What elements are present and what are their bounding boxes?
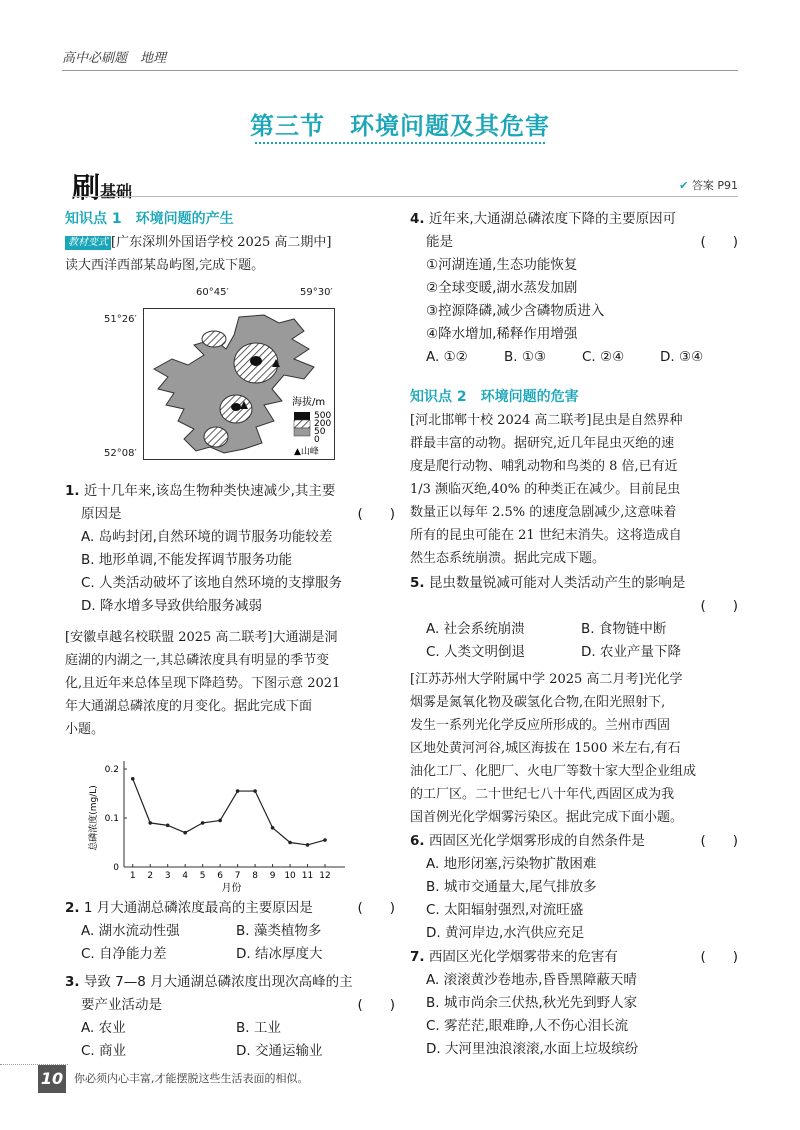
source-4-line: 国首例光化学烟雾污染区。据此完成下面小题。 bbox=[410, 810, 684, 825]
q1-stem-2: 原因是 bbox=[81, 506, 122, 522]
q4-statement-3: ③控源降磷,减少含磷物质进入 bbox=[426, 303, 605, 319]
q4-option-d: D. ③④ bbox=[660, 349, 704, 365]
highland-4 bbox=[204, 427, 228, 447]
source-3-line: 度是爬行动物、哺乳动物和鸟类的 8 倍,已有近 bbox=[410, 459, 678, 474]
q4-option-c: C. ②④ bbox=[582, 349, 625, 365]
q7-option-b: B. 城市尚余三伏热,秋光先到野人家 bbox=[426, 995, 638, 1011]
footer-motto: 你必须内心丰富,才能摆脱这些生活表面的相似。 bbox=[74, 1072, 309, 1085]
source-2 bbox=[65, 626, 395, 741]
q6-option-a: A. 地形闭塞,污染物扩散困难 bbox=[426, 856, 597, 872]
x-axis-label: 月份 bbox=[221, 883, 242, 894]
y-tick-label: 0.1 bbox=[104, 814, 119, 824]
q2-option-d: D. 结冰厚度大 bbox=[236, 946, 323, 962]
source-4-line: 的工厂区。二十世纪七八十年代,西固区成为我 bbox=[410, 787, 675, 802]
title-underline bbox=[255, 142, 545, 144]
tag-badge: 教材变式 bbox=[65, 236, 111, 250]
island-map bbox=[143, 308, 335, 460]
q3-option-b: B. 工业 bbox=[236, 1020, 281, 1036]
island-shape bbox=[154, 315, 314, 453]
section-divider bbox=[72, 196, 738, 197]
source-3-line: 1/3 濒临灭绝,40% 的种类正在减少。目前昆虫 bbox=[410, 482, 681, 497]
phosphorus-chart bbox=[84, 755, 364, 895]
data-point bbox=[253, 789, 257, 793]
q4-option-a: A. ①② bbox=[426, 349, 468, 365]
q3-option-c: C. 商业 bbox=[81, 1043, 127, 1059]
question-7 bbox=[410, 946, 738, 1061]
y-tick-label: 0.2 bbox=[104, 765, 119, 775]
x-tick-label: 12 bbox=[319, 871, 331, 881]
brush-char: 刷 bbox=[72, 171, 101, 204]
check-icon: ✔ bbox=[679, 179, 689, 192]
series-line bbox=[133, 779, 325, 845]
source-4-line: 区地处黄河河谷,城区海拔在 1500 米左右,有石 bbox=[410, 741, 681, 756]
q1-option-b: B. 地形单调,不能发挥调节服务功能 bbox=[81, 552, 293, 568]
source-2-line: 化,且近年来总体呈现下降趋势。下图示意 2021 bbox=[65, 676, 341, 691]
source-3-line: 数量正以每年 2.5% 的速度急剧减少,这意味着 bbox=[410, 505, 677, 520]
section-label bbox=[72, 166, 132, 206]
q1-paren: ( ) bbox=[357, 506, 395, 522]
data-point bbox=[166, 824, 170, 828]
q3-stem-1: 导致 7—8 月大通湖总磷浓度出现次高峰的主 bbox=[83, 974, 353, 990]
answer-ref bbox=[679, 177, 738, 193]
answer-ref-text: 答案 P91 bbox=[691, 179, 738, 192]
x-tick-label: 2 bbox=[147, 871, 154, 881]
q3-option-a: A. 农业 bbox=[81, 1020, 126, 1036]
source-4-line: 烟雾是氮氧化物及碳氢化合物,在阳光照射下, bbox=[410, 695, 666, 710]
q6-option-d: D. 黄河岸边,水汽供应充足 bbox=[426, 925, 585, 941]
q7-option-c: C. 雾茫茫,眼难睁,人不伤心泪长流 bbox=[426, 1018, 629, 1034]
q1-option-a: A. 岛屿封闭,自然环境的调节服务功能较差 bbox=[81, 529, 333, 545]
legend-val-0: 0 bbox=[314, 435, 320, 445]
q1-stem-1: 近十几年来,该岛生物种类快速减少,其主要 bbox=[83, 483, 336, 499]
knowledge-point-1: 知识点 1 环境问题的产生 bbox=[65, 211, 234, 227]
q1-option-d: D. 降水增多导致供给服务减弱 bbox=[81, 598, 262, 614]
source-4 bbox=[410, 668, 738, 829]
q5-option-b: B. 食物链中断 bbox=[581, 621, 667, 637]
summit-1 bbox=[250, 356, 262, 366]
source-2-line: [安徽卓越名校联盟 2025 高二联考]大通湖是洞 bbox=[65, 630, 338, 645]
question-6 bbox=[410, 830, 738, 945]
source-3-block bbox=[410, 386, 738, 570]
x-tick-label: 5 bbox=[199, 871, 206, 881]
data-point bbox=[131, 777, 135, 781]
q3-option-d: D. 交通运输业 bbox=[236, 1043, 323, 1059]
island-map-svg bbox=[144, 309, 334, 459]
x-tick-label: 10 bbox=[284, 871, 296, 881]
q2-option-c: C. 自净能力差 bbox=[81, 946, 167, 962]
q4-stem-2: 能是 bbox=[426, 234, 453, 250]
legend-title: 海拔/m bbox=[292, 397, 326, 408]
source-4-line: [江苏苏州大学附属中学 2025 高二月考]光化学 bbox=[410, 672, 683, 687]
q1-option-c: C. 人类活动破坏了该地自然环境的支撑服务 bbox=[81, 575, 343, 591]
q4-paren: ( ) bbox=[700, 234, 738, 250]
map-lon-1: 60°45′ bbox=[196, 287, 229, 298]
header-divider bbox=[62, 70, 738, 71]
question-2 bbox=[65, 897, 395, 966]
data-point bbox=[288, 841, 292, 845]
q7-number: 7. bbox=[410, 949, 425, 965]
source-3-line: 然生态系统崩溃。据此完成下题。 bbox=[410, 551, 606, 566]
brush-label: 基础 bbox=[100, 182, 133, 201]
legend-swatch-1 bbox=[294, 412, 310, 420]
question-4 bbox=[410, 208, 738, 369]
q5-option-a: A. 社会系统崩溃 bbox=[426, 621, 525, 637]
q6-stem: 西固区光化学烟雾形成的自然条件是 bbox=[428, 833, 645, 849]
map-lat-1: 51°26′ bbox=[104, 314, 137, 325]
knowledge-point-2: 知识点 2 环境问题的危害 bbox=[410, 389, 579, 405]
q7-option-a: A. 滚滚黄沙卷地赤,昏昏黑障蔽天晴 bbox=[426, 972, 637, 988]
q2-number: 2. bbox=[65, 900, 80, 916]
question-1 bbox=[65, 480, 395, 618]
q5-paren: ( ) bbox=[700, 598, 738, 614]
q3-paren: ( ) bbox=[357, 997, 395, 1013]
legend-val-500: 500 bbox=[314, 411, 332, 421]
x-tick-label: 11 bbox=[301, 871, 314, 881]
page-title: 第三节 环境问题及其危害 bbox=[250, 112, 550, 140]
source-4-line: 发生一系列光化学反应所形成的。兰州市西固 bbox=[410, 718, 671, 733]
x-tick-label: 3 bbox=[164, 871, 171, 881]
q1-number: 1. bbox=[65, 483, 80, 499]
q6-option-c: C. 太阳辐射强烈,对流旺盛 bbox=[426, 902, 584, 918]
data-point bbox=[323, 838, 327, 842]
y-axis-label: 总磷浓度(mg/L) bbox=[89, 785, 99, 851]
book-header: 高中必刷题 地理 bbox=[62, 51, 167, 66]
q6-number: 6. bbox=[410, 833, 425, 849]
map-lon-2: 59°30′ bbox=[300, 287, 333, 298]
q3-stem-2: 要产业活动是 bbox=[81, 997, 162, 1013]
legend-val-50: 50 bbox=[314, 427, 326, 437]
q2-paren: ( ) bbox=[357, 900, 395, 916]
q4-statement-2: ②全球变暖,湖水蒸发加剧 bbox=[426, 280, 578, 296]
summit-2 bbox=[231, 403, 241, 411]
q2-option-b: B. 藻类植物多 bbox=[236, 923, 322, 939]
legend-swatch-2 bbox=[294, 420, 310, 428]
data-point bbox=[306, 843, 310, 847]
q5-stem: 昆虫数量锐减可能对人类活动产生的影响是 bbox=[428, 575, 686, 591]
y-tick-label: 0 bbox=[113, 863, 119, 873]
q2-option-a: A. 湖水流动性强 bbox=[81, 923, 180, 939]
data-point bbox=[148, 821, 152, 825]
source-1-text: [广东深圳外国语学校 2025 高二期中] bbox=[111, 235, 332, 250]
map-lat-2: 52°08′ bbox=[104, 448, 137, 459]
source-2-line: 庭湖的内湖之一,其总磷浓度具有明显的季节变 bbox=[65, 653, 330, 668]
q6-option-b: B. 城市交通量大,尾气排放多 bbox=[426, 879, 597, 895]
data-point bbox=[183, 831, 187, 835]
data-point bbox=[271, 826, 275, 830]
legend-swatch-3 bbox=[294, 428, 310, 436]
q4-statement-4: ④降水增加,稀释作用增强 bbox=[426, 326, 578, 342]
x-tick-label: 4 bbox=[182, 871, 189, 881]
q4-option-b: B. ①③ bbox=[504, 349, 547, 365]
left-column bbox=[65, 208, 395, 277]
x-tick-label: 6 bbox=[217, 871, 224, 881]
q7-option-d: D. 大河里浊浪滚滚,水面上垃圾缤纷 bbox=[426, 1041, 639, 1057]
x-tick-label: 9 bbox=[269, 871, 276, 881]
source-3-line: [河北邯郸十校 2024 高二联考]昆虫是自然界种 bbox=[410, 413, 683, 428]
q3-number: 3. bbox=[65, 974, 80, 990]
intro-1: 读大西洋西部某岛屿图,完成下题。 bbox=[65, 258, 265, 273]
q5-option-c: C. 人类文明倒退 bbox=[426, 644, 526, 660]
q6-paren: ( ) bbox=[700, 833, 738, 849]
x-tick-label: 7 bbox=[234, 871, 241, 881]
source-1 bbox=[65, 231, 395, 254]
q4-statement-1: ①河湖连通,生态功能恢复 bbox=[426, 257, 578, 273]
q7-paren: ( ) bbox=[700, 949, 738, 965]
source-2-line: 小题。 bbox=[65, 722, 105, 737]
source-3-line: 所有的昆虫可能在 21 世纪末消失。这将造成自 bbox=[410, 528, 682, 543]
q4-number: 4. bbox=[410, 211, 425, 227]
source-3-line: 群最丰富的动物。据研究,近几年昆虫灭绝的速 bbox=[410, 436, 675, 451]
source-2-line: 年大通湖总磷浓度的月变化。据此完成下面 bbox=[65, 699, 313, 714]
x-tick-label: 8 bbox=[252, 871, 258, 881]
highland-3 bbox=[202, 331, 226, 347]
q5-number: 5. bbox=[410, 575, 425, 591]
q7-stem: 西固区光化学烟雾带来的危害有 bbox=[428, 949, 618, 965]
q4-stem-1: 近年来,大通湖总磷浓度下降的主要原因可 bbox=[428, 211, 677, 227]
page-number: 10 bbox=[38, 1065, 66, 1093]
data-point bbox=[236, 789, 240, 793]
phosphorus-chart-svg bbox=[84, 755, 364, 895]
question-3 bbox=[65, 971, 395, 1063]
data-point bbox=[201, 821, 205, 825]
legend-val-200: 200 bbox=[314, 419, 332, 429]
q2-stem: 1 月大通湖总磷浓度最高的主要原因是 bbox=[83, 900, 313, 916]
source-4-line: 油化工厂、化肥厂、火电厂等数十家大型企业组成 bbox=[410, 764, 697, 779]
data-point bbox=[218, 819, 222, 823]
question-5 bbox=[410, 572, 738, 664]
x-tick-label: 1 bbox=[129, 871, 136, 881]
legend-peak: ▲山峰 bbox=[294, 447, 319, 457]
q5-option-d: D. 农业产量下降 bbox=[581, 644, 681, 660]
